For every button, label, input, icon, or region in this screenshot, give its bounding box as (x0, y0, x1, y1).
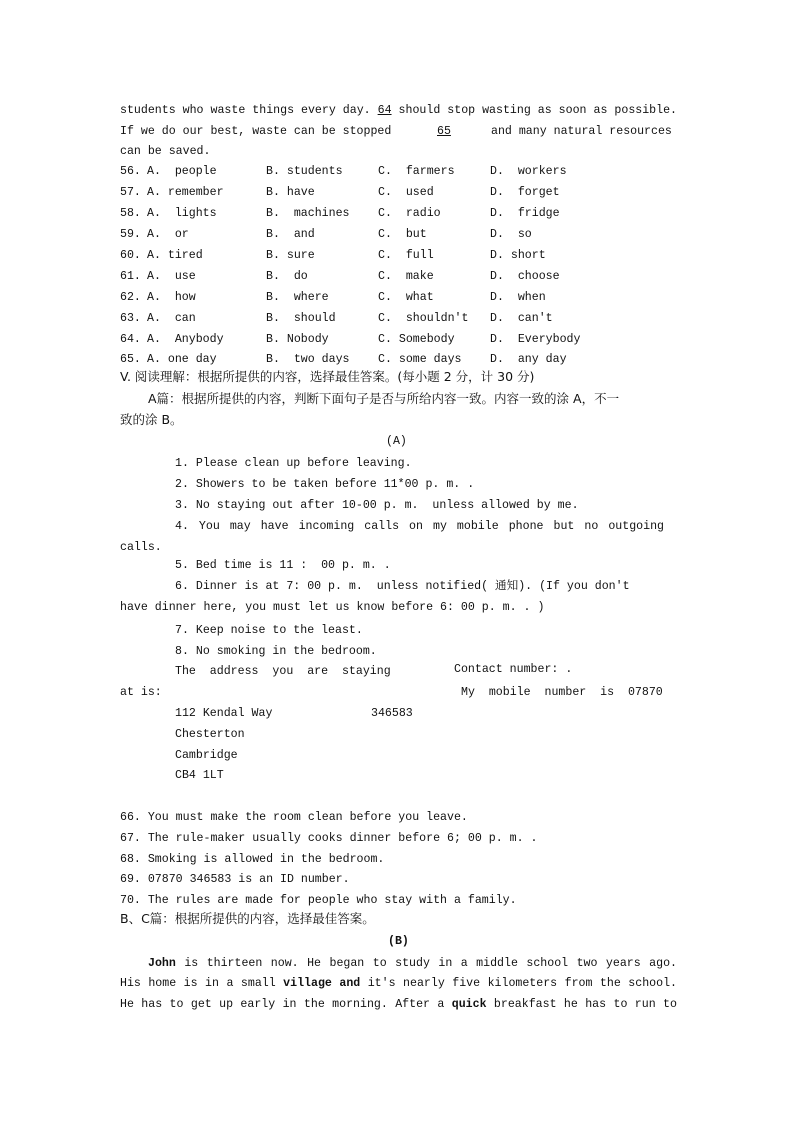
rule: 3. No staying out after 10-00 p. m. unless allowed by me. (175, 499, 579, 512)
rule: 4. You may have incoming calls on my mobile phone but no outgoing (175, 520, 664, 533)
option-a: A. lights (147, 207, 217, 220)
option-d: D. forget (490, 186, 560, 199)
passage-title: (B) (388, 935, 409, 948)
option-b: B. have (266, 186, 315, 199)
statement: 70. The rules are made for people who stay with a family. (120, 894, 517, 907)
rule: 7. Keep noise to the least. (175, 624, 363, 637)
rule: 8. No smoking in the bedroom. (175, 645, 377, 658)
instruction: A篇：根据所提供的内容，判断下面句子是否与所给内容一致。内容一致的涂 A，不一 (148, 391, 620, 406)
option-b: B. where (266, 291, 329, 304)
instruction: 致的涂 B。 (120, 412, 183, 427)
question-row (120, 227, 680, 243)
rule: calls. (120, 541, 162, 554)
passage-line: can be saved. (120, 145, 211, 158)
statement: 68. Smoking is allowed in the bedroom. (120, 853, 385, 866)
option-a: A. one day (147, 353, 217, 366)
option-b: B. do (266, 270, 308, 283)
statement: 66. You must make the room clean before you leave. (120, 811, 468, 824)
option-c: C. radio (378, 207, 441, 220)
rule: 5. Bed time is 11 : 00 p. m. . (175, 559, 391, 572)
option-d: D. Everybody (490, 333, 581, 346)
option-b: B. should (266, 312, 336, 325)
option-a: A. how (147, 291, 196, 304)
question-number: 58. (120, 207, 141, 220)
question-row (120, 206, 680, 222)
mobile-number: 346583 (371, 707, 413, 720)
question-row (120, 332, 680, 348)
instruction: B、C篇：根据所提供的内容，选择最佳答案。 (120, 911, 375, 926)
address-label: at is: (120, 686, 162, 699)
question-row (120, 352, 680, 368)
section-heading: V. 阅读理解：根据所提供的内容，选择最佳答案。(每小题 2 分，计 30 分) (120, 369, 535, 384)
option-d: D. short (490, 249, 546, 262)
option-d: D. any day (490, 353, 567, 366)
option-c: C. what (378, 291, 434, 304)
option-a: A. use (147, 270, 196, 283)
option-b: B. Nobody (266, 333, 329, 346)
option-d: D. can't (490, 312, 553, 325)
option-a: A. Anybody (147, 333, 224, 346)
rule: have dinner here, you must let us know before 6: 00 p. m. . ) (120, 601, 545, 614)
option-c: C. shouldn't (378, 312, 469, 325)
question-row (120, 185, 680, 201)
option-a: A. can (147, 312, 196, 325)
option-a: A. or (147, 228, 189, 241)
option-c: C. full (378, 249, 434, 262)
option-d: D. choose (490, 270, 560, 283)
passage-title: (A) (386, 435, 407, 448)
question-number: 64. (120, 333, 141, 346)
option-c: C. make (378, 270, 434, 283)
option-c: C. some days (378, 353, 462, 366)
address-line: Chesterton (175, 728, 245, 741)
option-b: B. sure (266, 249, 315, 262)
passage-line: If we do our best, waste can be stopped 65 and many natural resources (120, 125, 672, 138)
statement: 67. The rule-maker usually cooks dinner before 6; 00 p. m. . (120, 832, 538, 845)
question-row (120, 269, 680, 285)
option-a: A. tired (147, 249, 203, 262)
blank-64: 64 (377, 104, 392, 117)
rule: 1. Please clean up before leaving. (175, 457, 412, 470)
address-line: CB4 1LT (175, 769, 224, 782)
question-number: 62. (120, 291, 141, 304)
option-c: C. farmers (378, 165, 455, 178)
question-number: 56. (120, 165, 141, 178)
passage-line: students who waste things every day. 64 should stop wasting as soon as possible. (120, 104, 678, 117)
option-b: B. machines (266, 207, 350, 220)
option-c: C. Somebody (378, 333, 455, 346)
question-number: 61. (120, 270, 141, 283)
option-d: D. so (490, 228, 532, 241)
option-c: C. used (378, 186, 434, 199)
passage-line: John is thirteen now. He began to study in a middle school two years ago. (148, 957, 677, 970)
option-d: D. workers (490, 165, 567, 178)
statement: 69. 07870 346583 is an ID number. (120, 873, 350, 886)
question-row (120, 290, 680, 306)
mobile-number: My mobile number is 07870 (461, 686, 663, 699)
address-label: The address you are staying (175, 665, 391, 678)
option-b: B. students (266, 165, 343, 178)
rule: 2. Showers to be taken before 11*00 p. m. . (175, 478, 475, 491)
option-a: A. people (147, 165, 217, 178)
passage-line: His home is in a small village and it's nearly five kilometers from the school. (120, 977, 677, 990)
question-number: 59. (120, 228, 141, 241)
option-d: D. when (490, 291, 546, 304)
question-number: 57. (120, 186, 141, 199)
rule: 6. Dinner is at 7: 00 p. m. unless notified( 通知). (If you don't (175, 580, 630, 593)
question-row (120, 248, 680, 264)
question-number: 60. (120, 249, 141, 262)
question-row (120, 164, 680, 180)
blank-65: 65 (437, 125, 451, 138)
question-row (120, 311, 680, 327)
option-b: B. two days (266, 353, 350, 366)
address-line: 112 Kendal Way (175, 707, 273, 720)
option-b: B. and (266, 228, 315, 241)
passage-line: He has to get up early in the morning. After a quick breakfast he has to run to (120, 998, 677, 1011)
contact-label: Contact number: . (454, 663, 573, 676)
question-number: 65. (120, 353, 141, 366)
option-c: C. but (378, 228, 427, 241)
option-d: D. fridge (490, 207, 560, 220)
option-a: A. remember (147, 186, 224, 199)
question-number: 63. (120, 312, 141, 325)
address-line: Cambridge (175, 749, 238, 762)
